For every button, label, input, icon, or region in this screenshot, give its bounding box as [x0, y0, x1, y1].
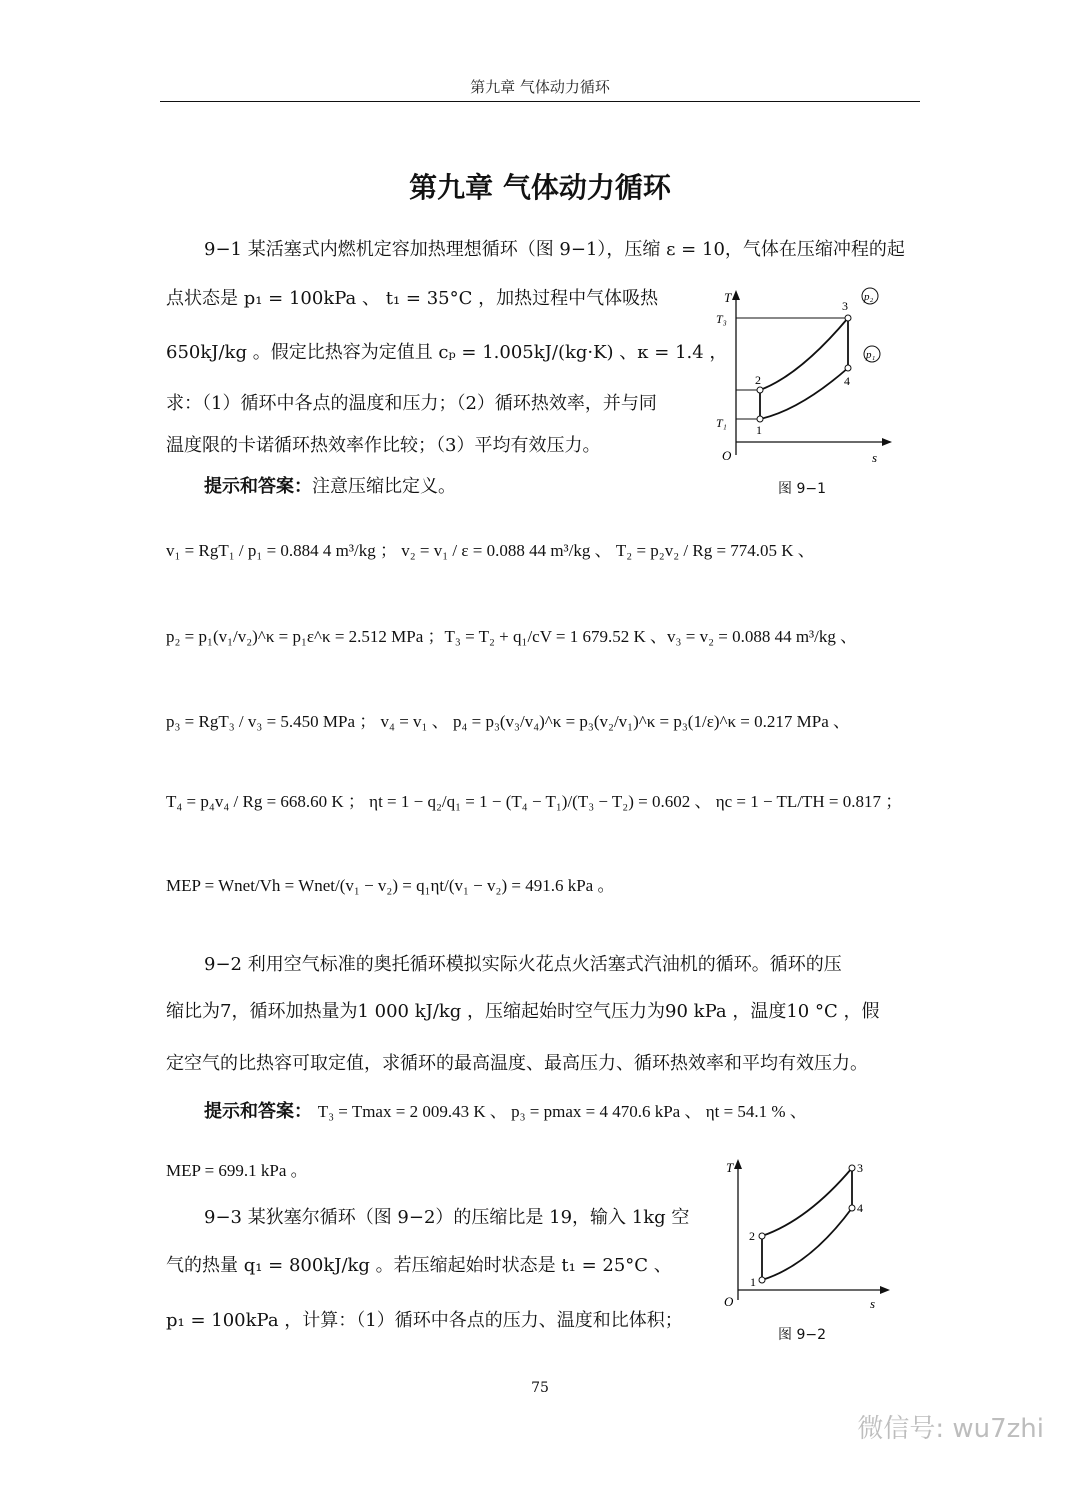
- figure-9-2-diagram: [718, 1150, 898, 1310]
- equation-1: v₁ = RgT₁ / p₁ = 0.884 4 m³/kg ； v₂ = v₁ / ε = 0.088 44 m³/kg 、 T₂ = p₂v₂ / Rg = 774.05 K 、: [166, 541, 815, 560]
- problem1-line2: 点状态是 p₁ = 100kPa 、 t₁ = 35°C ，加热过程中气体吸热: [166, 288, 659, 309]
- problem1-hint-label: 提示和答案：: [204, 476, 312, 497]
- fig1-axis-y-label: T: [724, 290, 732, 305]
- equation-5: MEP = Wnet/Vh = Wnet/(v₁ − v₂) = q₁ηt/(v₁ − v₂) = 491.6 kPa 。: [166, 876, 615, 895]
- problem1-line5: 温度限的卡诺循环热效率作比较；（3）平均有效压力。: [166, 435, 601, 456]
- fig2-point-1: [759, 1277, 765, 1283]
- problem1-line3: 650kJ/kg 。假定比热容为定值且 cₚ = 1.005kJ/(kg·K) 、κ = 1.4 ，: [166, 342, 728, 363]
- fig1-label-2: 2: [755, 373, 761, 387]
- problem3-line3: p₁ = 100kPa ，计算：（1）循环中各点的压力、温度和比体积；: [166, 1310, 683, 1331]
- fig2-label-4: 4: [857, 1201, 863, 1215]
- fig2-label-3: 3: [857, 1161, 863, 1175]
- fig2-axis-y-label: T: [726, 1160, 734, 1175]
- fig1-p2-label: p₂: [864, 291, 874, 303]
- problem1-line1: 9−1 某活塞式内燃机定容加热理想循环（图 9−1），压缩 ε = 10，气体在压缩冲程的起: [204, 239, 905, 260]
- fig2-label-1: 1: [750, 1275, 756, 1289]
- fig2-origin-label: O: [724, 1294, 734, 1309]
- problem2-hint-label: 提示和答案：: [204, 1101, 312, 1122]
- fig1-label-3: 3: [842, 299, 848, 313]
- fig1-isobar-p1: [760, 368, 848, 419]
- fig1-label-4: 4: [844, 374, 850, 388]
- fig1-x-arrow: [882, 438, 892, 446]
- fig1-point-2: [757, 387, 763, 393]
- problem1-hint-text: 注意压缩比定义。: [312, 476, 456, 497]
- problem2-hint-text: T₃ = Tmax = 2 009.43 K 、 p₃ = pmax = 4 470.6 kPa 、 ηt = 54.1 % 、: [317, 1102, 807, 1121]
- watermark: 微信号: wu7zhi: [857, 1414, 1044, 1444]
- fig1-y-arrow: [732, 290, 740, 300]
- running-head: 第九章 气体动力循环: [470, 78, 610, 96]
- fig2-point-4: [849, 1205, 855, 1211]
- fig2-point-3: [849, 1165, 855, 1171]
- fig1-axis-x-label: s: [872, 450, 878, 465]
- fig1-t3-label: T₃: [716, 312, 727, 326]
- problem2-mep: MEP = 699.1 kPa 。: [166, 1161, 308, 1180]
- equation-3: p₃ = RgT₃ / v₃ = 5.450 MPa ； v₄ = v₁ 、 p₄ = p₃(v₃/v₄)^κ = p₃(v₂/v₁)^κ = p₃(1/ε)^κ = 0.217 MPa 、: [166, 712, 850, 731]
- fig2-heat-rejection: [762, 1208, 852, 1280]
- problem3-line2: 气的热量 q₁ = 800kJ/kg 。若压缩起始时状态是 t₁ = 25°C 、: [166, 1255, 672, 1276]
- fig2-point-2: [759, 1233, 765, 1239]
- fig1-p1-label: p₁: [866, 349, 876, 361]
- figure-9-1-diagram: [700, 280, 900, 480]
- fig2-label-2: 2: [749, 1229, 755, 1243]
- fig1-t1-label: T₁: [716, 416, 727, 430]
- fig2-x-arrow: [880, 1286, 890, 1294]
- equation-4: T₄ = p₄v₄ / Rg = 668.60 K ； ηt = 1 − q₂/q₁ = 1 − (T₄ − T₁)/(T₃ − T₂) = 0.602 、 ηc = 1 − TL/TH = 0.817 ；: [166, 792, 903, 811]
- problem2-line2: 缩比为7，循环加热量为1 000 kJ/kg ，压缩起始时空气压力为90 kPa ，温度10 °C ，假: [166, 1001, 880, 1022]
- fig1-point-1: [757, 416, 763, 422]
- equation-2: p₂ = p₁(v₁/v₂)^κ = p₁ε^κ = 2.512 MPa ；T₃ = T₂ + q₁/cV = 1 679.52 K 、v₃ = v₂ = 0.088 44 m³/kg 、: [166, 627, 858, 646]
- page-number: 75: [531, 1380, 549, 1396]
- figure-9-1-caption: 图 9−1: [778, 481, 826, 497]
- problem2-line1: 9−2 利用空气标准的奥托循环模拟实际火花点火活塞式汽油机的循环。循环的压: [204, 954, 842, 975]
- fig1-label-1: 1: [756, 423, 762, 437]
- fig1-point-4: [845, 365, 851, 371]
- fig1-origin-label: O: [722, 448, 732, 463]
- fig1-point-3: [845, 315, 851, 321]
- chapter-title: 第九章 气体动力循环: [409, 171, 671, 204]
- problem2-line3: 定空气的比热容可取定值，求循环的最高温度、最高压力、循环热效率和平均有效压力。: [166, 1053, 868, 1074]
- figure-9-2-caption: 图 9−2: [778, 1327, 826, 1343]
- problem1-line4: 求：（1）循环中各点的温度和压力；（2）循环热效率，并与同: [166, 393, 657, 414]
- fig2-axis-x-label: s: [870, 1296, 876, 1310]
- header-rule: [160, 101, 920, 102]
- problem3-line1: 9−3 某狄塞尔循环（图 9−2）的压缩比是 19，输入 1kg 空: [204, 1207, 690, 1228]
- fig2-y-arrow: [734, 1159, 742, 1169]
